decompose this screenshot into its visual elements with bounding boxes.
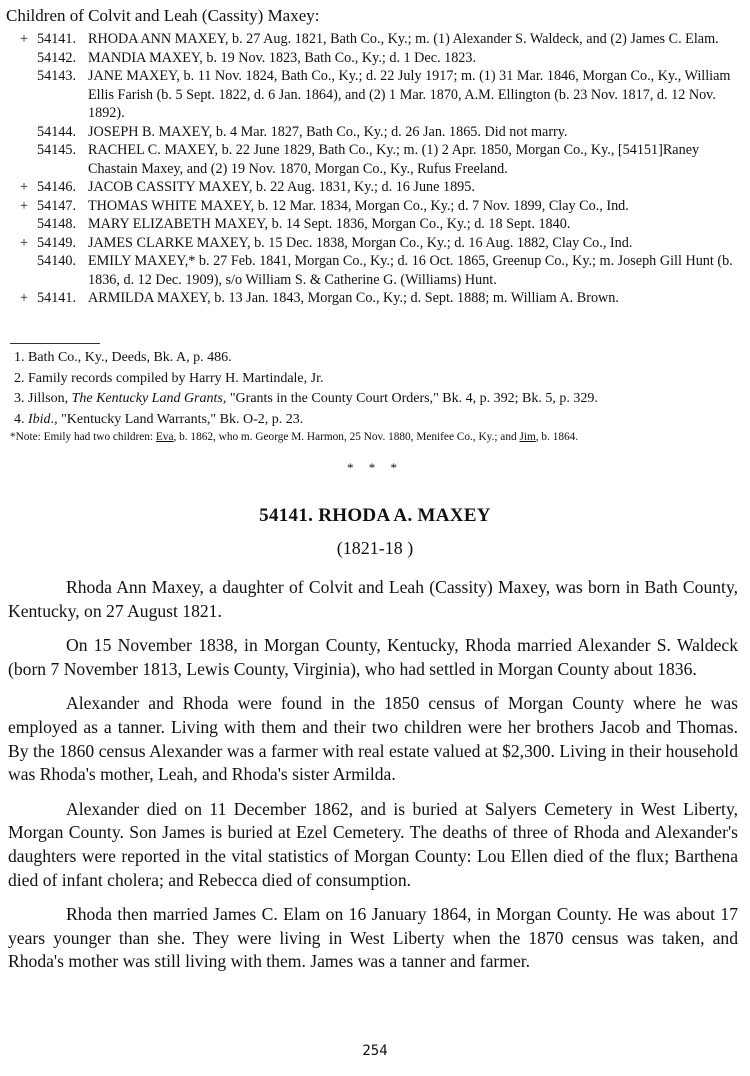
entry-text: JACOB CASSITY MAXEY, b. 22 Aug. 1831, Ky.; d. 16 June 1895. bbox=[88, 179, 475, 195]
entry-text: RHODA ANN MAXEY, b. 27 Aug. 1821, Bath Co., Ky.; m. (1) Alexander S. Waldeck, and (2) James C. Elam. bbox=[88, 31, 719, 47]
child-name-jim: Jim bbox=[519, 431, 536, 443]
footnote-text-cont: , "Grants in the County Court Orders," Bk. 4, p. 392; Bk. 5, p. 329. bbox=[222, 391, 598, 406]
child-name-eva: Eva bbox=[155, 431, 174, 443]
biography-text bbox=[8, 576, 738, 985]
footnote-text: Jillson, bbox=[28, 391, 72, 406]
entry-text: ARMILDA MAXEY, b. 13 Jan. 1843, Morgan Co., Ky.; d. Sept. 1888; m. William A. Brown. bbox=[88, 290, 619, 306]
footnote-number: 3. bbox=[14, 391, 25, 406]
footnote-number: 1. bbox=[14, 350, 25, 365]
paragraph: Alexander and Rhoda were found in the 1850 census of Morgan County where he was employed as a tanner. Living with them and their two children were her brothers Jacob and Thomas. By the 1860 census Alexander was a farmer with real estate valued at $2,300. Living in their household was Rhoda's mother, Leah, and Rhoda's sister Armilda. bbox=[8, 693, 738, 785]
descendant-marker: + bbox=[20, 290, 29, 306]
paragraph: Rhoda then married James C. Elam on 16 January 1864, in Morgan County. He was about 17 years younger than she. They were living in West Liberty when the 1870 census was taken, and Rhoda's mother was still living with them. James was a tanner and farmer. bbox=[8, 904, 738, 972]
star-note-text: , b. 1862, who m. George M. Harmon, 25 Nov. 1880, Menifee Co., Ky.; and bbox=[173, 431, 520, 443]
descendant-marker: + bbox=[20, 31, 29, 47]
entry-number: 54141. bbox=[37, 31, 77, 47]
footnote-text: Bath Co., Ky., Deeds, Bk. A, p. 486. bbox=[28, 350, 232, 365]
footnote-text: Family records compiled by Harry H. Martindale, Jr. bbox=[28, 370, 324, 386]
child-entry bbox=[0, 123, 750, 142]
descendant-marker: + bbox=[20, 197, 29, 214]
entry-number: 54148. bbox=[37, 216, 77, 232]
entry-text: MANDIA MAXEY, b. 19 Nov. 1823, Bath Co., Ky.; d. 1 Dec. 1823. bbox=[88, 49, 477, 66]
page-number: 254 bbox=[362, 1043, 388, 1059]
paragraph: Alexander died on 11 December 1862, and is buried at Salyers Cemetery in West Liberty, Morgan County. Son James is buried at Ezel Cemetery. The deaths of three of Rhoda and Alexander's daughters were reported in the vital statistics of Morgan County: Lou Ellen died of the flux; Barthena died of infant cholera; and Rebecca died of consumption. bbox=[8, 798, 738, 890]
footnote bbox=[14, 389, 598, 410]
paragraph: Rhoda Ann Maxey, a daughter of Colvit and Leah (Cassity) Maxey, was born in Bath County, Kentucky, on 27 August 1821. bbox=[8, 577, 738, 621]
footnote-italic-title: Ibid bbox=[28, 411, 51, 427]
child-entry bbox=[0, 215, 750, 234]
footnote-text-cont: ., "Kentucky Land Warrants," Bk. O-2, p. 23. bbox=[50, 411, 304, 427]
footnote bbox=[14, 348, 598, 369]
entry-text: JANE MAXEY, b. 11 Nov. 1824, Bath Co., Ky.; d. 22 July 1917; m. (1) 31 Mar. 1846, Morgan Co., Ky., William Ellis Farish (b. 5 Sept. 1822, d. 6 Jan. 1864), and (2) 1 Mar. 1870, A.M. Ellington (b. 23 Nov. 1817, d. 12 Nov. 1892). bbox=[88, 68, 731, 121]
children-list bbox=[0, 30, 750, 308]
descendant-marker: + bbox=[20, 234, 29, 251]
entry-text: RACHEL C. MAXEY, b. 22 June 1829, Bath Co., Ky.; m. (1) 2 Apr. 1850, Morgan Co., Ky., [54151]Raney Chastain Maxey, and (2) 19 Nov. 1870, Morgan Co., Ky., Rufus Freeland. bbox=[88, 142, 700, 177]
paragraph: On 15 November 1838, in Morgan County, Kentucky, Rhoda married Alexander S. Waldeck (born 7 November 1813, Lewis County, Virginia), who had settled in Morgan County about 1836. bbox=[8, 635, 738, 679]
entry-number: 54146. bbox=[37, 179, 77, 195]
entry-text: JOSEPH B. MAXEY, b. 4 Mar. 1827, Bath Co., Ky.; d. 26 Jan. 1865. Did not marry. bbox=[88, 123, 568, 140]
entry-text: THOMAS WHITE MAXEY, b. 12 Mar. 1834, Morgan Co., Ky.; d. 7 Nov. 1899, Clay Co., Ind. bbox=[88, 197, 629, 214]
child-entry bbox=[0, 30, 750, 49]
footnote-number: 2. bbox=[14, 370, 25, 386]
child-entry bbox=[0, 49, 750, 68]
entry-number: 54145. bbox=[37, 142, 77, 158]
entry-number: 54142. bbox=[37, 49, 77, 66]
entry-text: JAMES CLARKE MAXEY, b. 15 Dec. 1838, Morgan Co., Ky.; d. 16 Aug. 1882, Clay Co., Ind. bbox=[88, 234, 633, 251]
star-note-text: *Note: Emily had two children: bbox=[10, 431, 156, 443]
child-entry bbox=[0, 197, 750, 216]
entry-number: 54143. bbox=[37, 68, 77, 84]
life-dates: (1821-18 ) bbox=[336, 538, 414, 558]
child-entry bbox=[0, 178, 750, 197]
entry-number: 54147. bbox=[37, 197, 77, 214]
entry-number: 54149. bbox=[37, 234, 77, 251]
section-separator: * * * bbox=[347, 460, 403, 475]
footnote bbox=[14, 369, 598, 390]
entry-number: 54144. bbox=[37, 123, 77, 140]
entry-number: 54140. bbox=[37, 253, 77, 269]
section-title: 54141. RHODA A. MAXEY bbox=[259, 505, 491, 526]
entry-text: MARY ELIZABETH MAXEY, b. 14 Sept. 1836, Morgan Co., Ky.; d. 18 Sept. 1840. bbox=[88, 216, 571, 232]
star-note bbox=[10, 430, 740, 444]
footnote-italic-title: The Kentucky Land Grants bbox=[71, 391, 223, 406]
child-entry bbox=[0, 289, 750, 308]
footnote bbox=[14, 410, 598, 431]
child-entry bbox=[0, 252, 750, 289]
footnote-rule bbox=[10, 343, 100, 344]
footnote-number: 4. bbox=[14, 411, 25, 427]
child-entry bbox=[0, 234, 750, 253]
entry-number: 54141. bbox=[37, 290, 77, 306]
footnotes bbox=[14, 348, 598, 430]
star-note-text: , b. 1864. bbox=[535, 431, 579, 443]
children-heading: Children of Colvit and Leah (Cassity) Maxey: bbox=[6, 6, 320, 25]
entry-text: EMILY MAXEY,* b. 27 Feb. 1841, Morgan Co., Ky.; d. 16 Oct. 1865, Greenup Co., Ky.; m. Joseph Gill Hunt (b. 1836, d. 12 Dec. 1909), s/o William S. & Catherine G. (Williams) Hunt. bbox=[88, 253, 733, 288]
child-entry bbox=[0, 67, 750, 123]
child-entry bbox=[0, 141, 750, 178]
descendant-marker: + bbox=[20, 179, 29, 195]
